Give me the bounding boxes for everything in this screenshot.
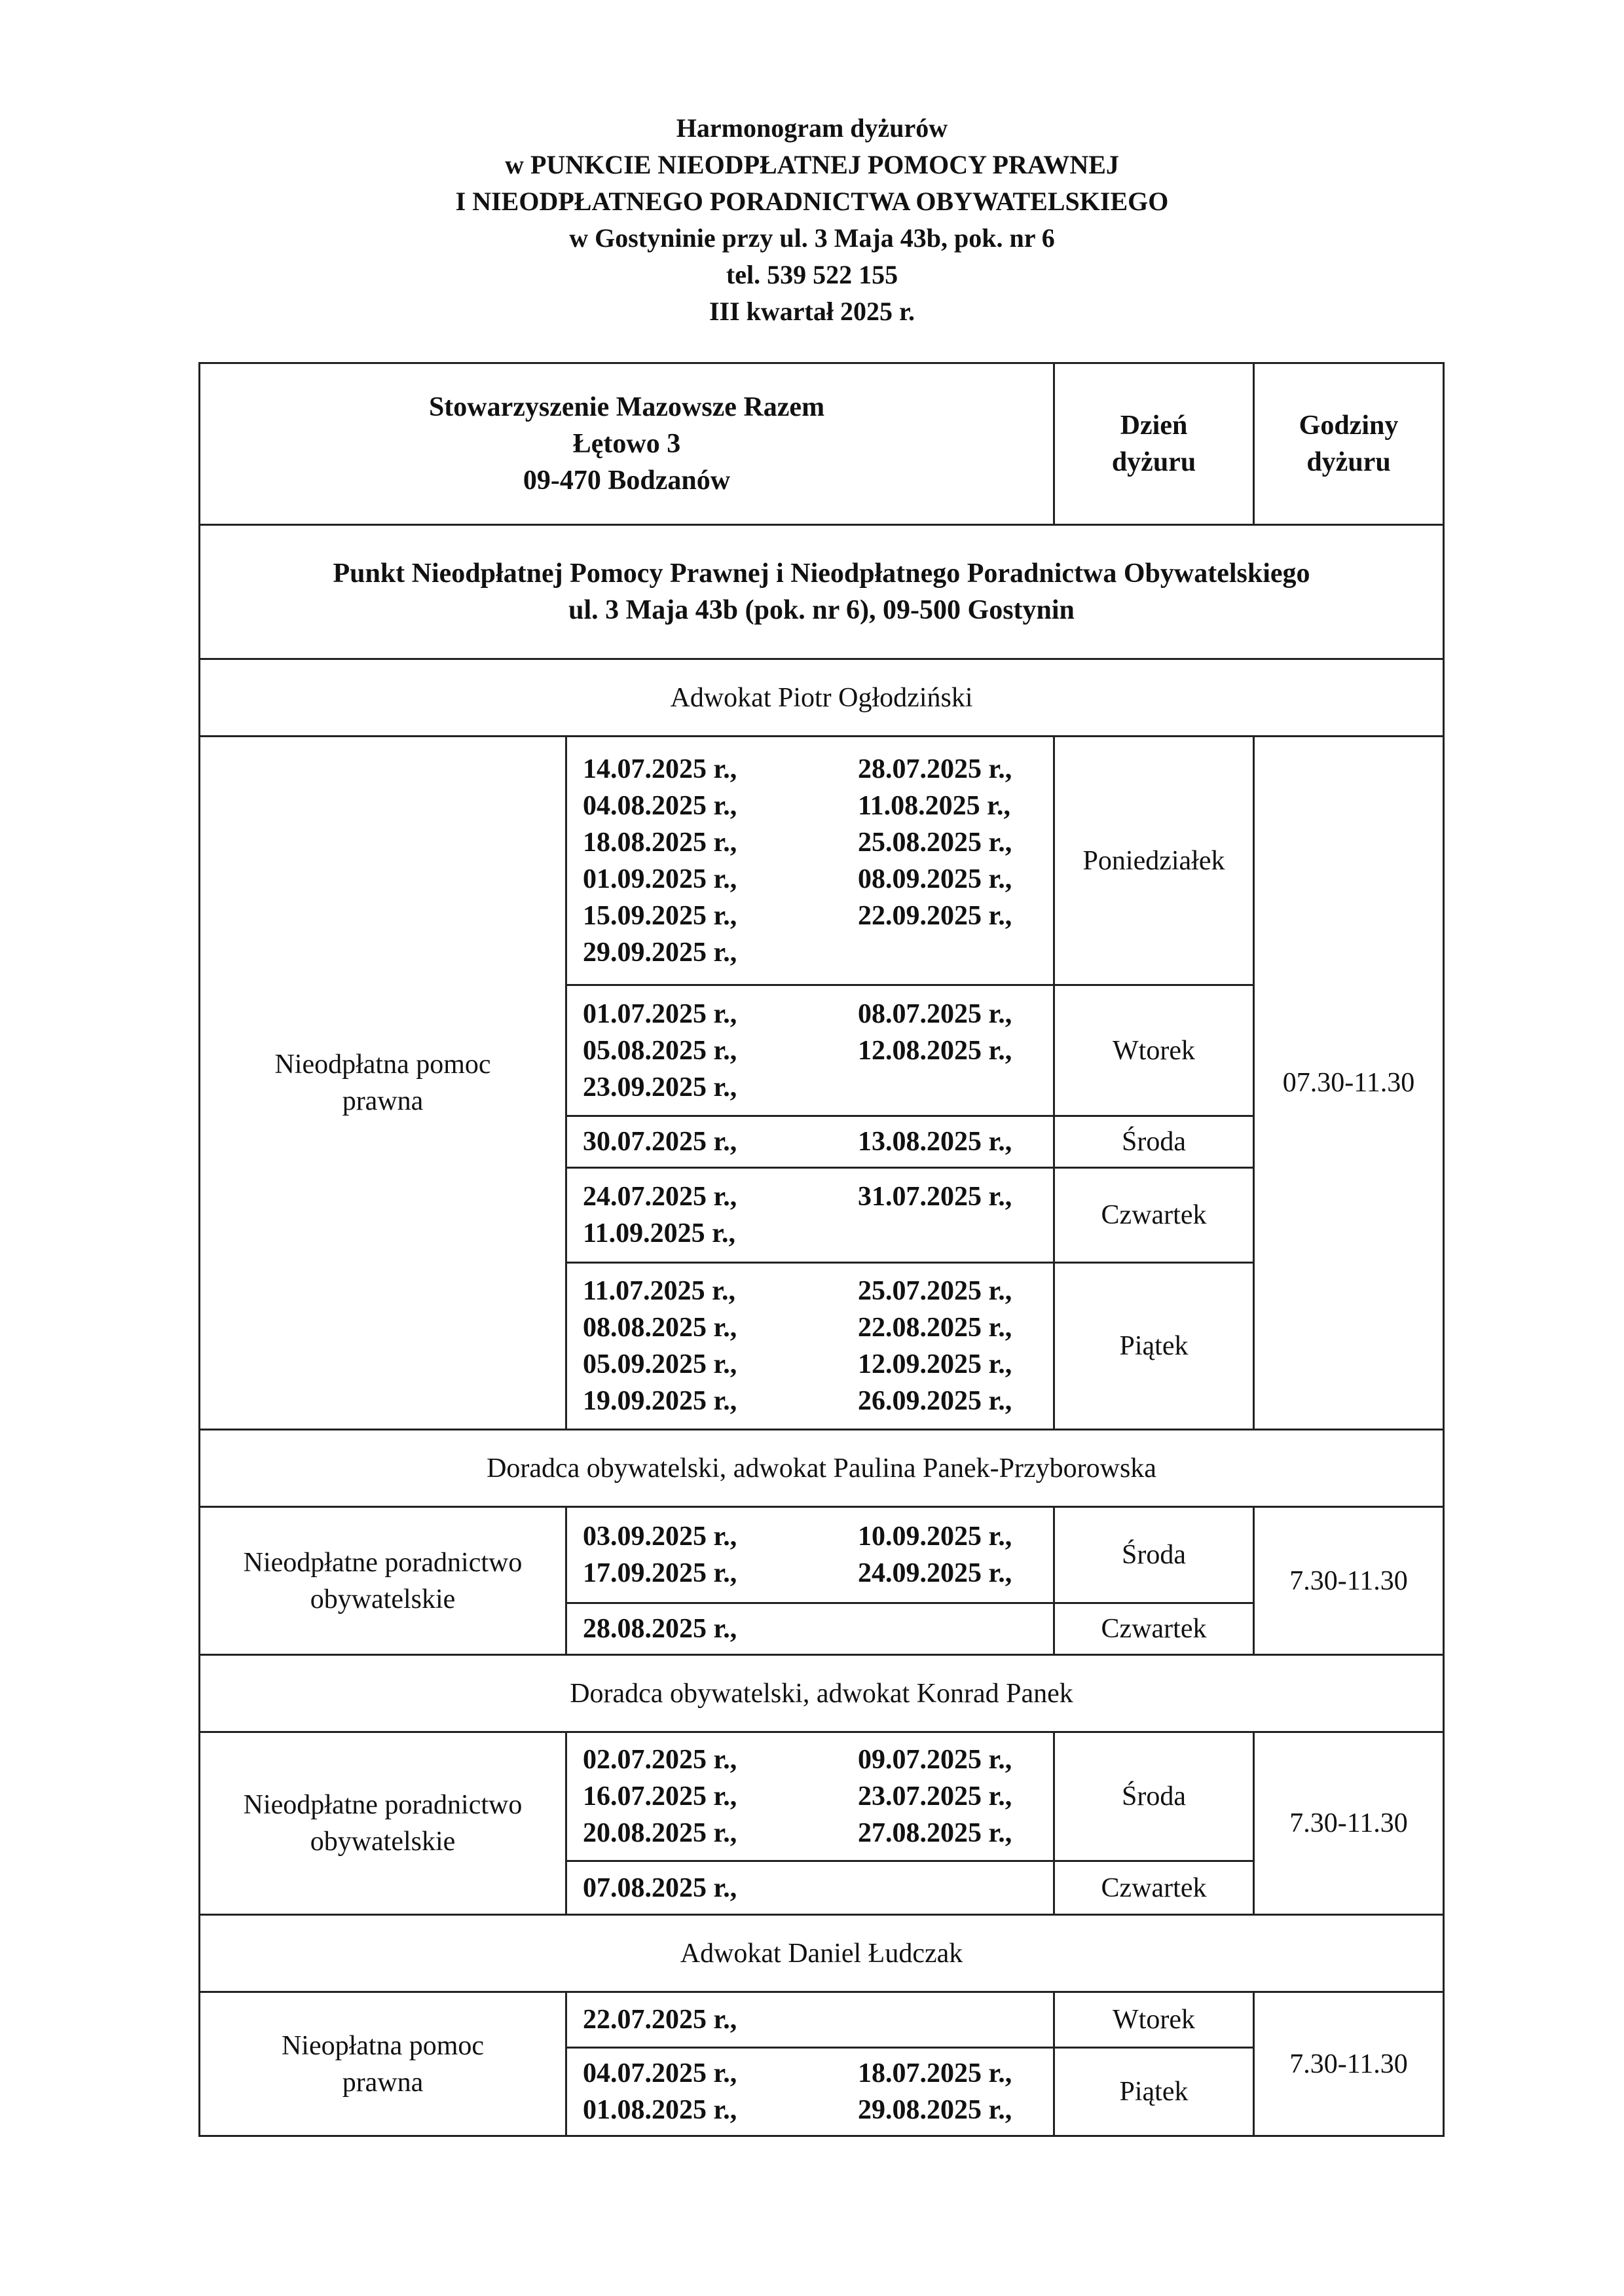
- person-name: Doradca obywatelski, adwokat Konrad Panek: [200, 1655, 1444, 1732]
- date-line: [583, 824, 1053, 861]
- point-row: [200, 525, 1444, 659]
- service-line: Nieodpłatne poradnictwo: [243, 1790, 523, 1820]
- service-line: Nieopłatna pomoc: [281, 2030, 485, 2061]
- date-value: 27.08.2025 r.,: [858, 1818, 1012, 1848]
- person-name: Adwokat Daniel Łudczak: [200, 1915, 1444, 1992]
- schedule-row: [200, 737, 1444, 985]
- service-type: [200, 1732, 566, 1915]
- day-of-week: Środa: [1054, 1116, 1254, 1168]
- date-value: 08.08.2025 r.,: [583, 1313, 737, 1343]
- date-value: 05.08.2025 r.,: [583, 1035, 737, 1066]
- date-value: 01.07.2025 r.,: [583, 998, 737, 1029]
- date-value: 24.09.2025 r.,: [858, 1558, 1012, 1588]
- date-line: [583, 1215, 1053, 1252]
- date-line: [583, 1069, 1053, 1106]
- title-line: III kwartał 2025 r.: [709, 297, 915, 326]
- date-line: [583, 1383, 1053, 1419]
- date-value: 04.08.2025 r.,: [583, 790, 737, 821]
- duty-hours: 7.30-11.30: [1254, 1507, 1444, 1655]
- title-line: w PUNKCIE NIEODPŁATNEJ POMOCY PRAWNEJ: [505, 150, 1119, 179]
- date-line: [583, 1815, 1053, 1851]
- date-line: [583, 1611, 1053, 1647]
- day-of-week: Poniedziałek: [1054, 737, 1254, 985]
- date-line: [583, 2001, 1053, 2038]
- date-value: 31.07.2025 r.,: [858, 1182, 1012, 1212]
- service-line: obywatelskie: [310, 1827, 456, 1857]
- date-value: 24.07.2025 r.,: [583, 1182, 737, 1212]
- schedule-row: [200, 1992, 1444, 2048]
- person-row: [200, 1915, 1444, 1992]
- dates-cell: [566, 985, 1054, 1116]
- date-value: 09.07.2025 r.,: [858, 1745, 1012, 1775]
- date-value: 15.09.2025 r.,: [583, 900, 737, 931]
- date-value: 11.08.2025 r.,: [858, 790, 1010, 821]
- date-line: [583, 1309, 1053, 1346]
- date-value: 29.09.2025 r.,: [583, 937, 737, 968]
- dates-cell: [566, 1507, 1054, 1603]
- date-line: [583, 751, 1053, 788]
- service-line: prawna: [342, 2067, 424, 2098]
- title-line: tel. 539 522 155: [726, 260, 898, 289]
- person-name: Doradca obywatelski, adwokat Paulina Panek-Przyborowska: [200, 1430, 1444, 1507]
- service-line: prawna: [342, 1086, 424, 1116]
- date-value: 13.08.2025 r.,: [858, 1127, 1012, 1157]
- title-line: w Gostyninie przy ul. 3 Maja 43b, pok. nr 6: [569, 223, 1055, 253]
- date-value: 01.08.2025 r.,: [583, 2095, 737, 2125]
- service-type: [200, 1992, 566, 2136]
- day-of-week: Czwartek: [1054, 1861, 1254, 1915]
- date-value: 25.08.2025 r.,: [858, 827, 1012, 858]
- day-of-week: Środa: [1054, 1732, 1254, 1861]
- date-value: 20.08.2025 r.,: [583, 1818, 737, 1848]
- dates-cell: [566, 1168, 1054, 1263]
- title-line: I NIEODPŁATNEGO PORADNICTWA OBYWATELSKIEGO: [455, 187, 1169, 216]
- date-value: 23.07.2025 r.,: [858, 1781, 1012, 1812]
- date-value: 26.09.2025 r.,: [858, 1386, 1012, 1416]
- date-value: 08.09.2025 r.,: [858, 864, 1012, 894]
- header-row: [200, 363, 1444, 525]
- hours-header-line: dyżuru: [1306, 447, 1391, 477]
- title-line: Harmonogram dyżurów: [676, 113, 948, 143]
- date-line: [583, 1870, 1053, 1906]
- date-value: 28.08.2025 r.,: [583, 1614, 737, 1644]
- date-value: 14.07.2025 r.,: [583, 754, 737, 784]
- date-line: [583, 1555, 1053, 1592]
- dates-cell: [566, 1992, 1054, 2048]
- document-title: [0, 110, 1624, 330]
- date-value: 11.09.2025 r.,: [583, 1218, 735, 1248]
- dates-cell: [566, 1603, 1054, 1655]
- date-value: 28.07.2025 r.,: [858, 754, 1012, 784]
- service-type: [200, 1507, 566, 1655]
- day-of-week: Piątek: [1054, 1263, 1254, 1430]
- dates-cell: [566, 1116, 1054, 1168]
- dates-cell: [566, 2048, 1054, 2136]
- person-row: [200, 1655, 1444, 1732]
- date-line: [583, 1778, 1053, 1815]
- date-value: 17.09.2025 r.,: [583, 1558, 737, 1588]
- date-value: 19.09.2025 r.,: [583, 1386, 737, 1416]
- date-line: [583, 788, 1053, 824]
- duty-hours: 07.30-11.30: [1254, 737, 1444, 1430]
- hours-header: [1254, 363, 1444, 525]
- day-of-week: Wtorek: [1054, 1992, 1254, 2048]
- day-of-week: Piątek: [1054, 2048, 1254, 2136]
- date-value: 01.09.2025 r.,: [583, 864, 737, 894]
- date-value: 10.09.2025 r.,: [858, 1522, 1012, 1552]
- day-of-week: Czwartek: [1054, 1168, 1254, 1263]
- date-line: [583, 898, 1053, 934]
- day-header-line: dyżuru: [1111, 447, 1196, 477]
- date-value: 11.07.2025 r.,: [583, 1276, 735, 1306]
- schedule-row: [200, 1732, 1444, 1861]
- date-line: [583, 1346, 1053, 1383]
- date-line: [583, 1123, 1053, 1160]
- service-line: Nieodpłatna pomoc: [274, 1049, 491, 1080]
- date-value: 03.09.2025 r.,: [583, 1522, 737, 1552]
- date-line: [583, 2092, 1053, 2128]
- date-line: [583, 1273, 1053, 1309]
- date-value: 18.08.2025 r.,: [583, 827, 737, 858]
- day-of-week: Środa: [1054, 1507, 1254, 1603]
- date-value: 07.08.2025 r.,: [583, 1872, 737, 1903]
- person-row: [200, 659, 1444, 737]
- date-value: 12.09.2025 r.,: [858, 1349, 1012, 1379]
- date-line: [583, 2055, 1053, 2092]
- point-line: ul. 3 Maja 43b (pok. nr 6), 09-500 Gostynin: [568, 595, 1075, 625]
- date-value: 23.09.2025 r.,: [583, 1072, 737, 1102]
- dates-cell: [566, 1732, 1054, 1861]
- date-value: 02.07.2025 r.,: [583, 1745, 737, 1775]
- dates-cell: [566, 1263, 1054, 1430]
- service-line: obywatelskie: [310, 1584, 456, 1614]
- date-line: [583, 1032, 1053, 1069]
- date-value: 18.07.2025 r.,: [858, 2058, 1012, 2088]
- date-line: [583, 1518, 1053, 1555]
- date-value: 30.07.2025 r.,: [583, 1127, 737, 1157]
- date-value: 05.09.2025 r.,: [583, 1349, 737, 1379]
- dates-cell: [566, 1861, 1054, 1915]
- point-cell: [200, 525, 1444, 659]
- service-line: Nieodpłatne poradnictwo: [243, 1547, 523, 1578]
- hours-header-line: Godziny: [1299, 410, 1399, 441]
- point-line: Punkt Nieodpłatnej Pomocy Prawnej i Nieodpłatnego Poradnictwa Obywatelskiego: [333, 558, 1310, 589]
- day-of-week: Czwartek: [1054, 1603, 1254, 1655]
- schedule-row: [200, 1507, 1444, 1603]
- day-of-week: Wtorek: [1054, 985, 1254, 1116]
- org-line: Stowarzyszenie Mazowsze Razem: [428, 392, 825, 422]
- date-value: 16.07.2025 r.,: [583, 1781, 737, 1812]
- date-value: 22.07.2025 r.,: [583, 2005, 737, 2035]
- date-value: 22.09.2025 r.,: [858, 900, 1012, 931]
- day-header-line: Dzień: [1120, 410, 1188, 441]
- date-value: 29.08.2025 r.,: [858, 2095, 1012, 2125]
- schedule-table: [198, 362, 1445, 2137]
- day-header: [1054, 363, 1254, 525]
- duty-hours: 7.30-11.30: [1254, 1992, 1444, 2136]
- date-value: 04.07.2025 r.,: [583, 2058, 737, 2088]
- date-line: [583, 996, 1053, 1032]
- date-line: [583, 861, 1053, 898]
- person-row: [200, 1430, 1444, 1507]
- date-line: [583, 934, 1053, 971]
- date-line: [583, 1741, 1053, 1778]
- dates-cell: [566, 737, 1054, 985]
- org-line: Łętowo 3: [572, 429, 681, 459]
- date-value: 25.07.2025 r.,: [858, 1276, 1012, 1306]
- org-line: 09-470 Bodzanów: [523, 465, 731, 496]
- person-name: Adwokat Piotr Ogłodziński: [200, 659, 1444, 737]
- date-value: 12.08.2025 r.,: [858, 1035, 1012, 1066]
- organization-cell: [200, 363, 1054, 525]
- date-value: 22.08.2025 r.,: [858, 1313, 1012, 1343]
- duty-hours: 7.30-11.30: [1254, 1732, 1444, 1915]
- service-type: [200, 737, 566, 1430]
- date-line: [583, 1178, 1053, 1215]
- date-value: 08.07.2025 r.,: [858, 998, 1012, 1029]
